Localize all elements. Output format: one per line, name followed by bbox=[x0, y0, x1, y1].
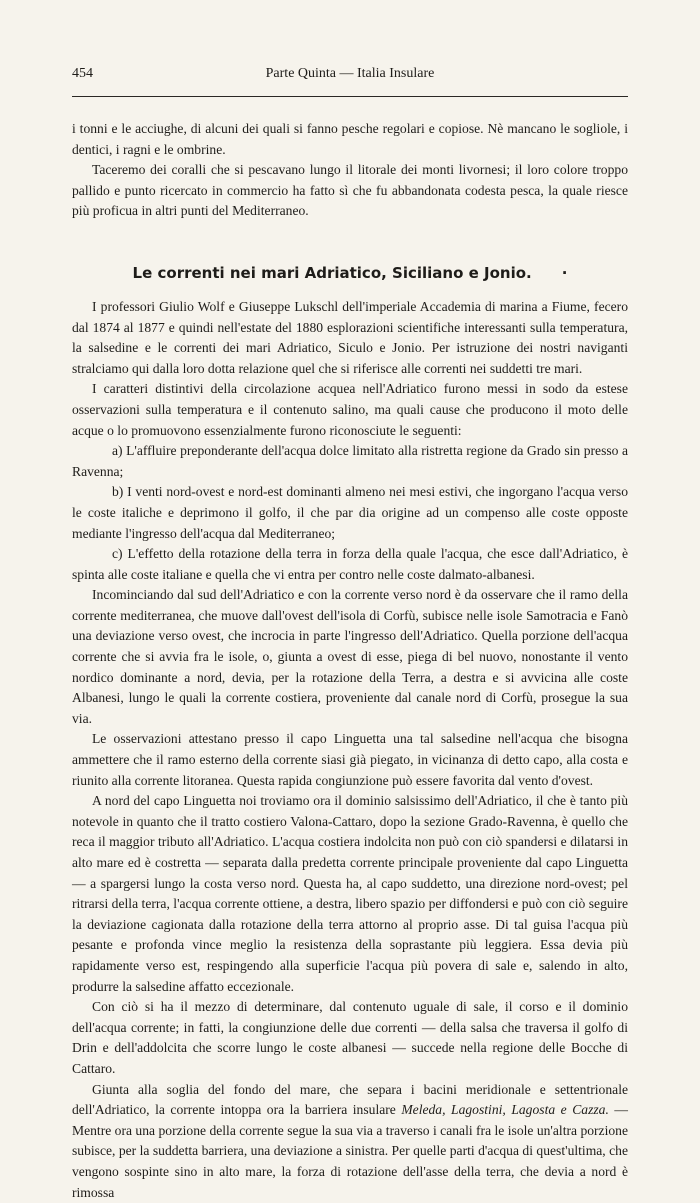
intro-paragraph-2: Taceremo dei coralli che si pescavano lungo il litorale dei monti livornesi; il loro colore troppo pallido e punto ricercato in commercio ha fatto sì che fu abbandonata codesta pesca, la quale riesce più proficua in altri punti del Mediterraneo. bbox=[72, 162, 628, 219]
cause-item-a: a) L'affluire preponderante dell'acqua dolce limitato alla ristretta regione da Grado sin presso a Ravenna; bbox=[72, 443, 628, 479]
page-number: 454 bbox=[72, 66, 93, 81]
stray-mark: · bbox=[561, 263, 568, 282]
island-names: Meleda, Lagostini, Lagosta e Cazza. bbox=[401, 1102, 609, 1118]
page-body bbox=[72, 119, 628, 1203]
paragraph-7-start: Giunta alla soglia del fondo del mare, che separa i bacini meridionale e settentrionale dell'Adriatico, la corrente intoppa ora la barriera insulare bbox=[72, 1081, 628, 1118]
section-heading-text: Le correnti nei mari Adriatico, Siciliano e Jonio. bbox=[132, 263, 532, 282]
section-paragraph-2: I caratteri distintivi della circolazione acquea nell'Adriatico furono messi in sodo da estese osservazioni sulla temperatura e il contenuto salino, ma quali cause che producono il moto delle acque o lo promuovono essenzialmente furono riconosciute le seguenti: bbox=[72, 381, 628, 438]
intro-paragraph-1: i tonni e le acciughe, di alcuni dei quali si fanno pesche regolari e copiose. Nè mancano le sogliole, i dentici, i ragni e le ombrine. bbox=[72, 121, 628, 157]
header-rule bbox=[72, 96, 628, 97]
section-paragraph-5: A nord del capo Linguetta noi troviamo ora il dominio salsissimo dell'Adriatico, il che è tanto più notevole in quanto che il tratto costiero Valona-Cattaro, dopo la sezione Grado-Ravenna, è quello che reca il maggior tributo all'Adriatico. L'acqua costiera indolcita non può con ciò spandersi e dilatarsi in alto mare ed è costretta — separata dalla predetta corrente principale proveniente dal capo Linguetta — a spargersi lungo la costa verso nord. Questa ha, al capo suddetto, una direzione nord-ovest; pel ritrarsi della terra, l'acqua corrente ottiene, a destra, libero spazio per diffondersi e può con ciò seguire la deviazione cagionata dalla rotazione della terra attorno al proprio asse. Di tal guisa l'acqua più pesante e profonda vince meglio la resistenza della soprastante più leggiera. Essa devia più rapidamente verso est, respingendo alla superficie l'acqua più povera di sale e, salendo in alto, produrre la salsedine affatto eccezionale. bbox=[72, 793, 628, 994]
section-paragraph-1: I professori Giulio Wolf e Giuseppe Lukschl dell'imperiale Accademia di marina a Fiume, fecero dal 1874 al 1877 e quindi nell'estate del 1880 esplorazioni scientifiche interessanti sulla temperatura, la salsedine e le correnti dei mari Adriatico, Siculo e Jonio. Per istruzione dei nostri naviganti stralciamo qui dalla loro dotta relazione quel che si riferisce alle correnti nei suddetti tre mari. bbox=[72, 298, 628, 376]
cause-item-c: c) L'effetto della rotazione della terra in forza della quale l'acqua, che esce dall'Adriatico, è spinta alle coste italiane e quella che vi entra per contro nelle coste dalmato-albanesi. bbox=[72, 546, 628, 582]
running-title: Parte Quinta — Italia Insulare bbox=[265, 66, 435, 81]
section-paragraph-3: Incominciando dal sud dell'Adriatico e con la corrente verso nord è da osservare che il ramo della corrente mediterranea, che muove dall'ovest dell'isola di Corfù, subisce nelle isole Samotracia e Fanò una deviazione verso ovest, che incrocia in parte l'ingresso dell'Adriatico. Quella porzione dell'acqua corrente che si avvia fra le isole, o, giunta a ovest di esse, piega di bel nuovo, nonostante il vento nordico dominante a nord, devia, per la rotazione della Terra, a destra e si avvicina alle coste Albanesi, lungo le quali la corrente costiera, proveniente dal canale nord di Corfù, prosegue la sua via. bbox=[72, 587, 628, 726]
section-paragraph-7 bbox=[72, 1080, 628, 1203]
cause-item-b: b) I venti nord-ovest e nord-est dominanti almeno nei mesi estivi, che ingorgano l'acqua verso le coste italiche e deprimono il golfo, il che par dia origine ad un compenso alle coste opposte mediante l'ingresso dell'acqua dal Mediterraneo; bbox=[72, 484, 628, 541]
section-heading bbox=[72, 262, 628, 284]
paragraph-7-end: — Mentre ora una porzione della corrente segue la sua via a traverso i canali fra le isole un'altra porzione subisce, per la suddetta barriera, una deviazione a sinistra. Per quelle parti d'acqua di quest'ultima, che vengono sospinte sino in alto mare, la forza di rotazione dell'asse della terra, che devia a nord è rimossa bbox=[72, 1102, 628, 1200]
page-header bbox=[72, 66, 628, 88]
section-paragraph-4: Le osservazioni attestano presso il capo Linguetta una tal salsedine nell'acqua che bisogna ammettere che il ramo esterno della corrente siasi già piegato, in vicinanza di detto capo, alla costa e riunito alla corrente litoranea. Questa rapida congiunzione può essere favorita dal vento d'ovest. bbox=[72, 731, 628, 788]
section-paragraph-6: Con ciò si ha il mezzo di determinare, dal contenuto uguale di sale, il corso e il dominio dell'acqua corrente; in fatti, la congiunzione delle due correnti — della salsa che traversa il golfo di Drin e dell'addolcita che scorre lungo le coste albanesi — succede nella regione delle Bocche di Cattaro. bbox=[72, 999, 628, 1076]
